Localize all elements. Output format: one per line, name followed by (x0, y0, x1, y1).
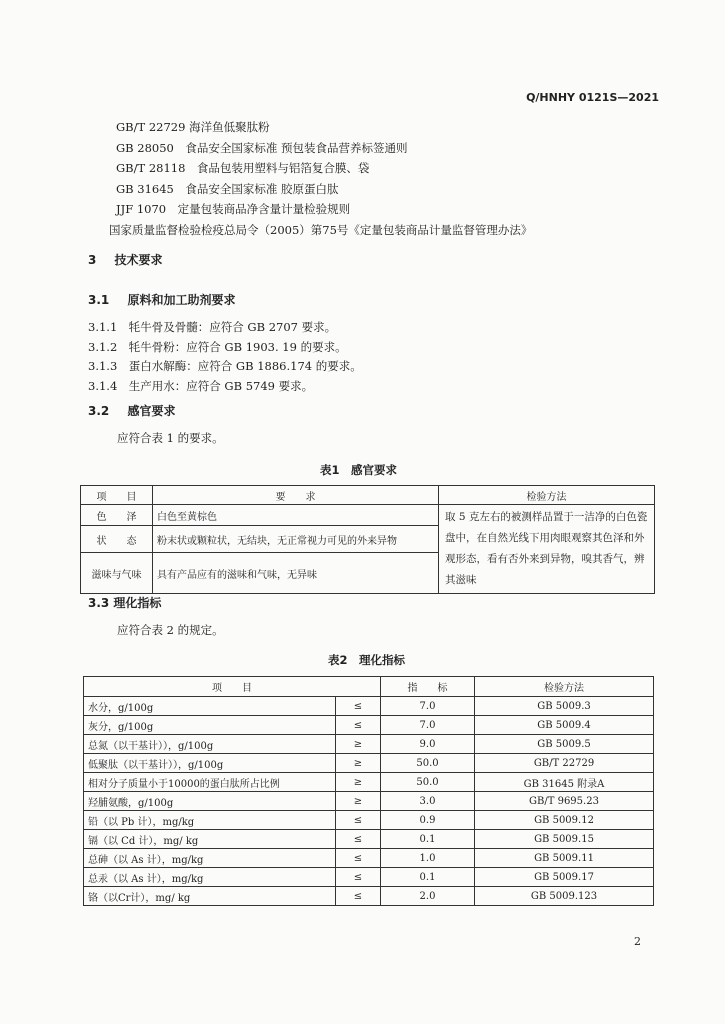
table-row (84, 716, 654, 735)
method-cell: GB 5009.12 (475, 811, 654, 830)
table-header-row (81, 486, 655, 505)
reference-item: GB/T 22729 海洋鱼低聚肽粉 (116, 120, 270, 134)
operator-cell: ≥ (336, 735, 381, 754)
reference-item: GB 31645 食品安全国家标准 胶原蛋白肽 (116, 181, 339, 196)
table-row (84, 773, 654, 792)
item-cell: 羟脯氨酸，g/100g (84, 792, 336, 811)
item-cell: 状 态 (81, 526, 153, 553)
value-cell: 0.1 (381, 830, 475, 849)
operator-cell: ≥ (336, 773, 381, 792)
value-cell: 2.0 (381, 887, 475, 906)
reference-item: 国家质量监督检验检疫总局令（2005）第75号《定量包装商品计量监督管理办法》 (109, 222, 533, 237)
section-3-2-text: 应符合表 1 的要求。 (117, 431, 224, 445)
table-row (84, 830, 654, 849)
operator-cell: ≤ (336, 811, 381, 830)
method-cell: GB/T 9695.23 (475, 792, 654, 811)
column-header: 检验方法 (439, 486, 655, 505)
value-cell: 50.0 (381, 773, 475, 792)
table-row (81, 505, 655, 526)
table1-caption: 表1 感官要求 (320, 463, 398, 477)
operator-cell: ≥ (336, 754, 381, 773)
operator-cell: ≤ (336, 887, 381, 906)
section-title: 感官要求 (127, 404, 176, 418)
section-3-heading (88, 251, 163, 268)
column-header: 项 目 (84, 677, 381, 697)
table-row (84, 697, 654, 716)
method-cell: GB 5009.5 (475, 735, 654, 754)
item-cell: 水分，g/100g (84, 697, 336, 716)
section-3-3-heading: 3.3 理化指标 (88, 596, 162, 610)
requirement-item: 3.1.3 蛋白水解酶：应符合 GB 1886.174 的要求。 (88, 359, 362, 373)
reference-item: GB/T 28118 食品包装用塑料与铝箔复合膜、袋 (116, 161, 370, 176)
reference-item: GB 28050 食品安全国家标准 预包装食品营养标签通则 (116, 140, 408, 155)
section-3-1-heading (88, 291, 235, 308)
item-cell: 铬（以Cr计），mg/ kg (84, 887, 336, 906)
section-number: 3.2 (88, 404, 110, 418)
table2-body (84, 697, 654, 906)
item-cell: 色 泽 (81, 505, 153, 526)
value-cell: 9.0 (381, 735, 475, 754)
method-cell: GB 5009.4 (475, 716, 654, 735)
operator-cell: ≤ (336, 830, 381, 849)
column-header: 检验方法 (475, 677, 654, 697)
requirement-item: 3.1.1 牦牛骨及骨髓：应符合 GB 2707 要求。 (88, 320, 337, 334)
section-number: 3 (88, 253, 97, 267)
material-requirements (88, 318, 362, 396)
section-number: 3.1 (88, 293, 110, 307)
item-cell: 低聚肽（以干基计）），g/100g (84, 754, 336, 773)
table-row (84, 849, 654, 868)
section-title: 技术要求 (114, 253, 163, 267)
value-cell: 7.0 (381, 697, 475, 716)
operator-cell: ≤ (336, 849, 381, 868)
method-cell: GB/T 22729 (475, 754, 654, 773)
item-cell: 铅（以 Pb 计），mg/kg (84, 811, 336, 830)
item-cell: 相对分子质量小于10000的蛋白肽所占比例 (84, 773, 336, 792)
section-3-3-text: 应符合表 2 的规定。 (117, 623, 224, 637)
document-code: Q/HNHY 0121S—2021 (526, 91, 659, 104)
item-cell: 总汞（以 As 计），mg/kg (84, 868, 336, 887)
page-number: 2 (634, 935, 641, 948)
item-cell: 灰分，g/100g (84, 716, 336, 735)
method-cell: GB 5009.3 (475, 697, 654, 716)
requirement-cell: 具有产品应有的滋味和气味，无异味 (153, 553, 439, 594)
section-3-2-heading (88, 402, 175, 419)
value-cell: 0.1 (381, 868, 475, 887)
table-row (84, 754, 654, 773)
method-cell: GB 5009.15 (475, 830, 654, 849)
table-row (84, 811, 654, 830)
value-cell: 3.0 (381, 792, 475, 811)
section-title: 原料和加工助剂要求 (127, 293, 236, 307)
item-cell: 总砷（以 As 计），mg/kg (84, 849, 336, 868)
column-header: 要 求 (153, 486, 439, 505)
table-row (84, 868, 654, 887)
item-cell: 滋味与气味 (81, 553, 153, 594)
value-cell: 0.9 (381, 811, 475, 830)
table2-caption: 表2 理化指标 (328, 653, 406, 667)
item-cell: 总氮（以干基计）），g/100g (84, 735, 336, 754)
method-cell: GB 5009.17 (475, 868, 654, 887)
value-cell: 1.0 (381, 849, 475, 868)
requirement-item: 3.1.4 生产用水：应符合 GB 5749 要求。 (88, 378, 314, 393)
table-row (84, 792, 654, 811)
value-cell: 7.0 (381, 716, 475, 735)
column-header: 指 标 (381, 677, 475, 697)
operator-cell: ≥ (336, 792, 381, 811)
item-cell: 镉（以 Cd 计），mg/ kg (84, 830, 336, 849)
operator-cell: ≤ (336, 697, 381, 716)
method-cell: GB 5009.123 (475, 887, 654, 906)
column-header: 项 目 (81, 486, 153, 505)
value-cell: 50.0 (381, 754, 475, 773)
table-row (84, 735, 654, 754)
requirement-item: 3.1.2 牦牛骨粉：应符合 GB 1903. 19 的要求。 (88, 339, 347, 354)
normative-references (109, 117, 533, 241)
physicochemical-table (83, 676, 654, 906)
method-cell: 取 5 克左右的被测样品置于一洁净的白色瓷盘中，在自然光线下用肉眼观察其色泽和外观形态，看有否外来到异物，嗅其香气，辨其滋味 (439, 505, 655, 594)
sensory-requirements-table (80, 485, 655, 594)
table-header-row (84, 677, 654, 697)
requirement-cell: 白色至黄棕色 (153, 505, 439, 526)
requirement-cell: 粉末状或颗粒状，无结块，无正常视力可见的外来异物 (153, 526, 439, 553)
reference-item: JJF 1070 定量包装商品净含量计量检验规则 (116, 202, 351, 217)
method-cell: GB 31645 附录A (475, 773, 654, 792)
operator-cell: ≤ (336, 868, 381, 887)
table-row (84, 887, 654, 906)
method-cell: GB 5009.11 (475, 849, 654, 868)
operator-cell: ≤ (336, 716, 381, 735)
